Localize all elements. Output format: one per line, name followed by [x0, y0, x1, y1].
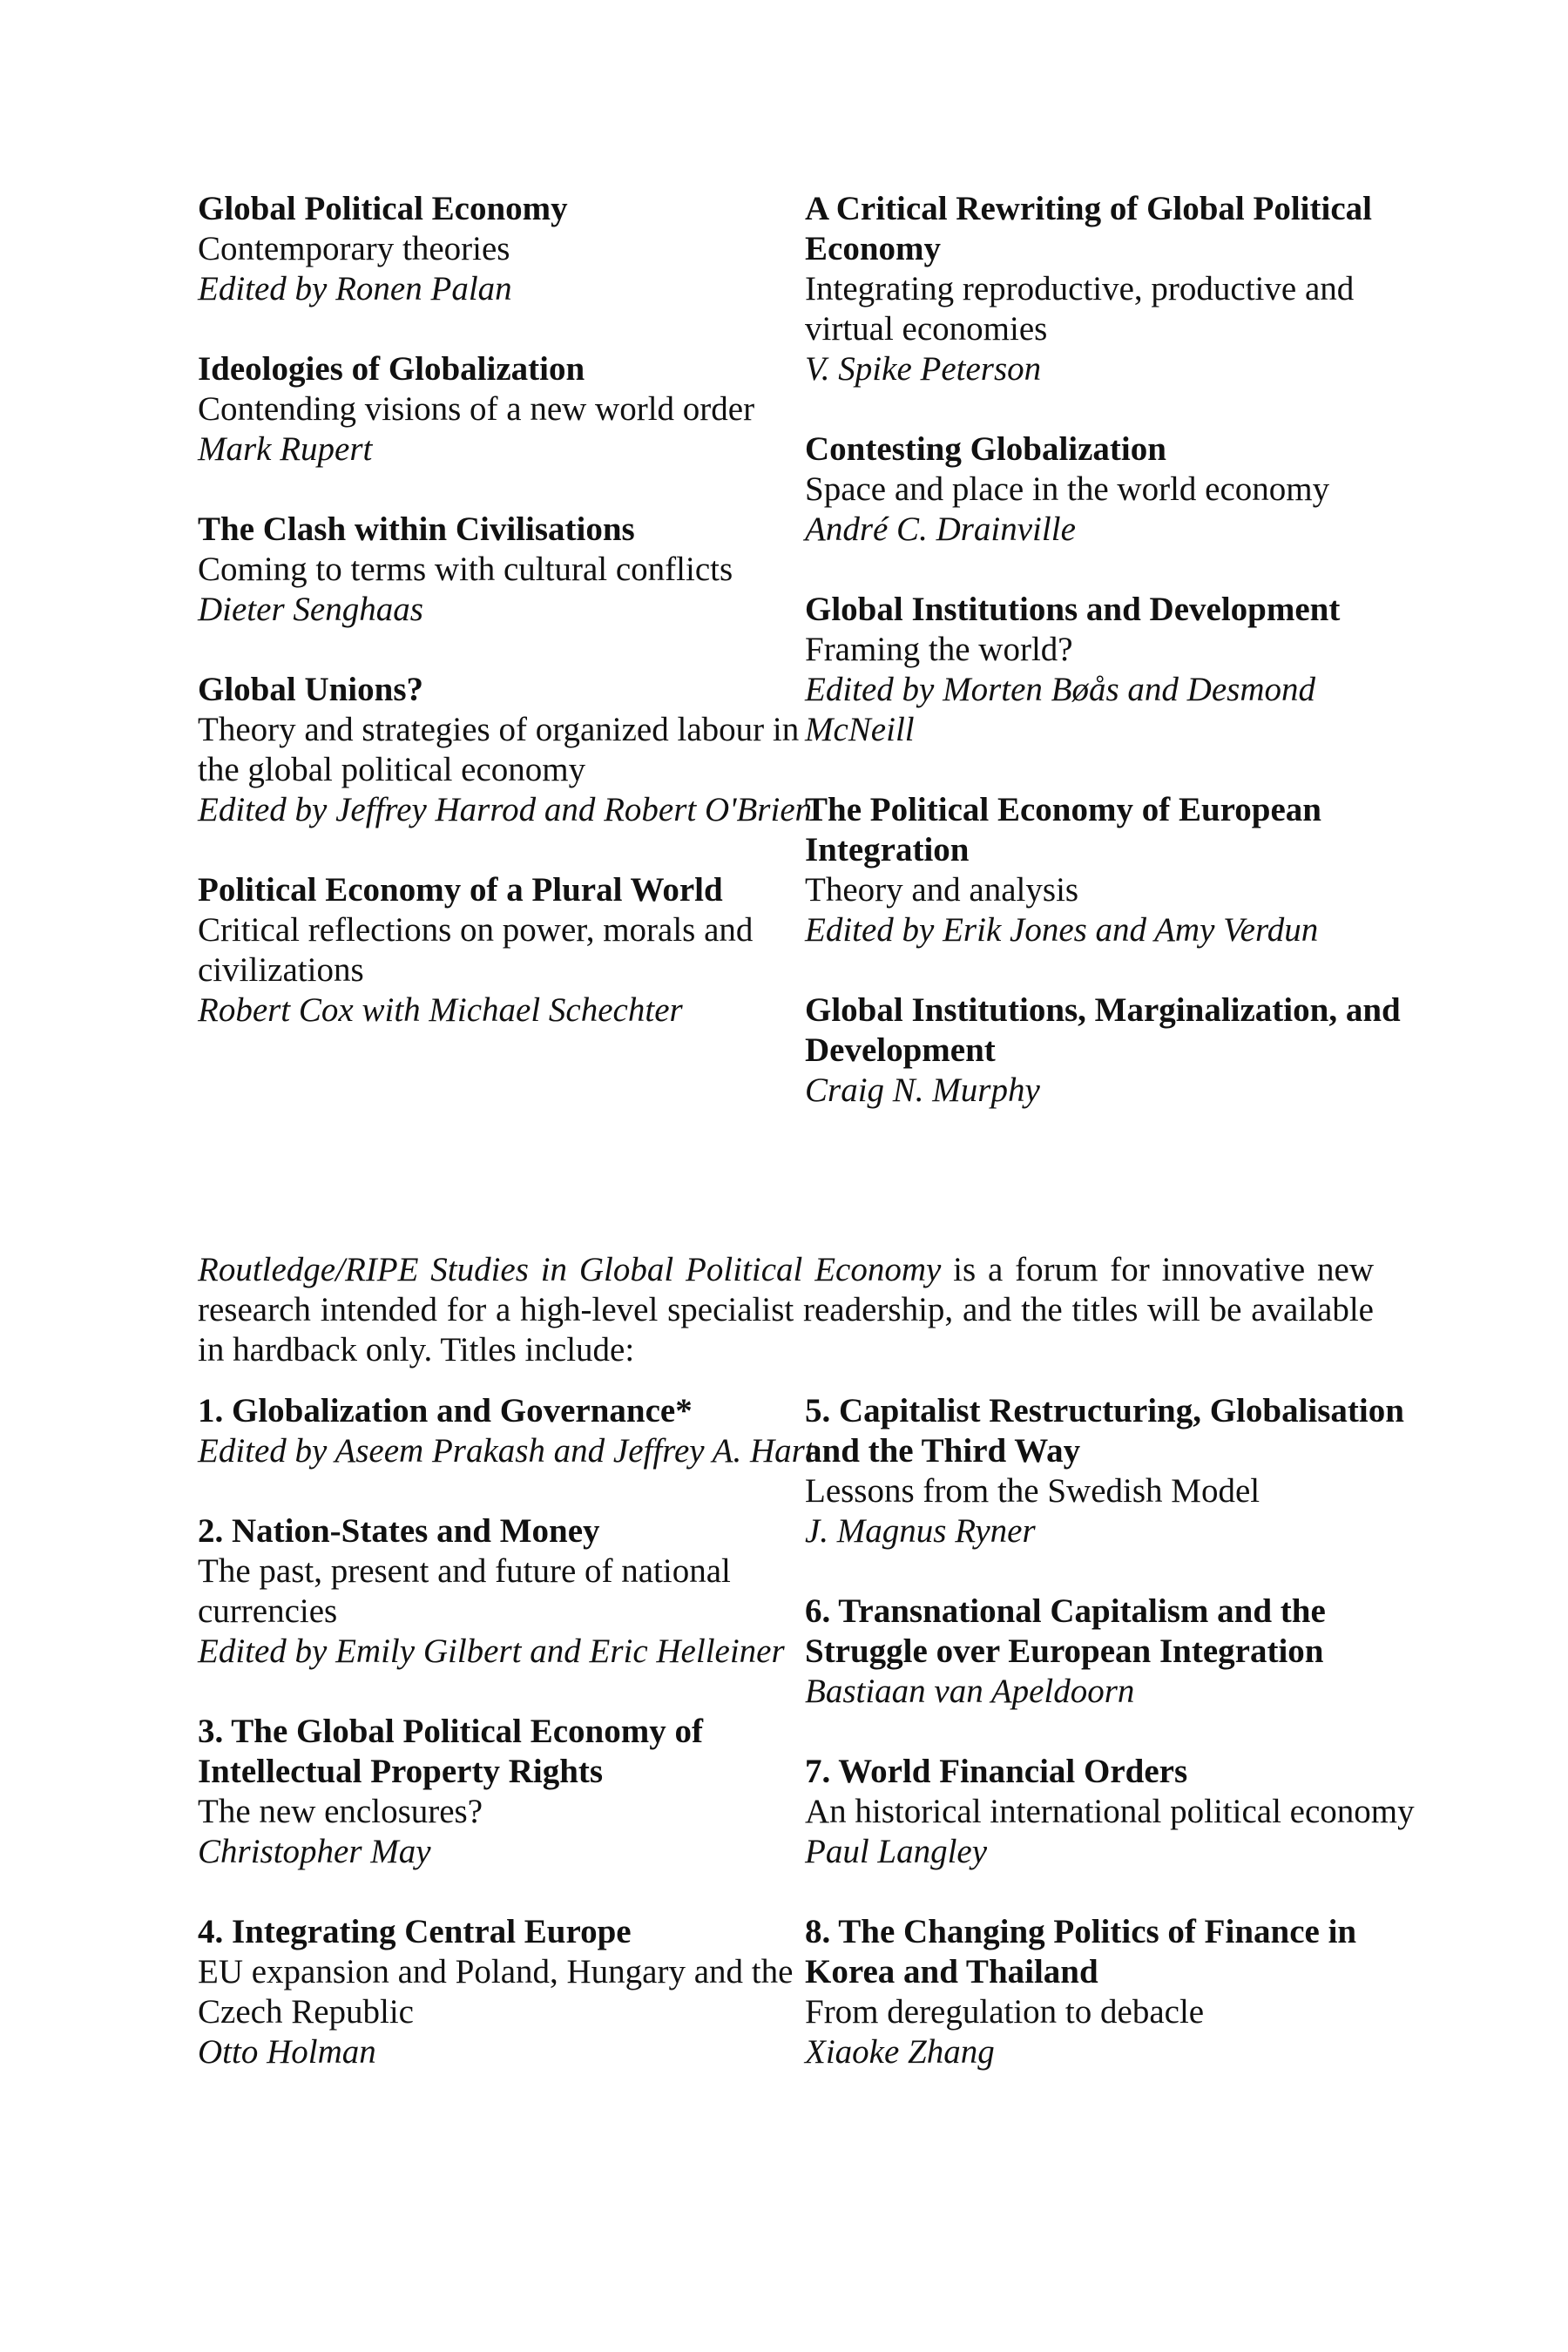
- book-title: 4. Integrating Central Europe: [198, 1913, 632, 1950]
- book-entry: [198, 870, 825, 1031]
- book-title: Global Institutions and Development: [805, 591, 1341, 628]
- book-entry: [198, 1712, 825, 1872]
- book-title: 5. Capitalist Restructuring, Globalisation and the Third Way: [805, 1392, 1404, 1470]
- book-author: Xiaoke Zhang: [805, 2033, 995, 2071]
- book-entry: [805, 590, 1432, 750]
- book-entry: [198, 1912, 825, 2072]
- book-title: 1. Globalization and Governance*: [198, 1392, 693, 1429]
- series-list-right: [805, 189, 1432, 1111]
- book-subtitle: Lessons from the Swedish Model: [805, 1472, 1260, 1510]
- book-entry: [198, 189, 825, 309]
- book-subtitle: From deregulation to debacle: [805, 1993, 1205, 2031]
- book-subtitle: The new enclosures?: [198, 1793, 483, 1830]
- series-name: Routledge/RIPE Studies in Global Political Economy: [198, 1251, 942, 1288]
- book-author: Edited by Erik Jones and Amy Verdun: [805, 911, 1319, 949]
- book-entry: [198, 1391, 825, 1471]
- book-author: Craig N. Murphy: [805, 1071, 1040, 1109]
- book-subtitle: Critical reflections on power, morals and civilizations: [198, 911, 754, 989]
- series-intro-paragraph: [198, 1250, 1374, 1370]
- book-entry: [805, 1752, 1432, 1872]
- book-title: Ideologies of Globalization: [198, 350, 585, 388]
- book-subtitle: Space and place in the world economy: [805, 470, 1330, 508]
- book-author: Edited by Jeffrey Harrod and Robert O'Brien: [198, 791, 813, 828]
- series-list-left: [198, 189, 825, 1031]
- book-title: Global Institutions, Marginalization, and Development: [805, 991, 1401, 1069]
- book-subtitle: Framing the world?: [805, 631, 1073, 668]
- book-title: Contesting Globalization: [805, 430, 1166, 468]
- book-author: André C. Drainville: [805, 510, 1076, 548]
- book-author: Edited by Morten Bøås and Desmond McNeill: [805, 671, 1315, 748]
- book-author: Otto Holman: [198, 2033, 376, 2071]
- book-entry: [805, 1912, 1432, 2072]
- book-subtitle: Contending visions of a new world order: [198, 390, 755, 428]
- book-author: Edited by Aseem Prakash and Jeffrey A. Hart: [198, 1432, 814, 1470]
- hardback-list-left: [198, 1391, 825, 2072]
- book-author: J. Magnus Ryner: [805, 1512, 1036, 1550]
- series-description: is a forum for innovative new research intended for a high-level specialist readership, and the titles will be available in hardback only. Titles include:: [198, 1251, 1374, 1369]
- book-subtitle: An historical international political economy: [805, 1793, 1415, 1830]
- book-author: Robert Cox with Michael Schechter: [198, 991, 683, 1029]
- book-author: Mark Rupert: [198, 430, 373, 468]
- book-subtitle: EU expansion and Poland, Hungary and the Czech Republic: [198, 1953, 794, 2031]
- book-author: Christopher May: [198, 1833, 431, 1870]
- book-entry: [805, 429, 1432, 550]
- book-entry: [198, 670, 825, 830]
- book-author: Bastiaan van Apeldoorn: [805, 1673, 1135, 1710]
- book-title: 3. The Global Political Economy of Intellectual Property Rights: [198, 1713, 703, 1790]
- book-title: 2. Nation-States and Money: [198, 1512, 600, 1550]
- hardback-list-right: [805, 1391, 1432, 2072]
- book-entry: [198, 1511, 825, 1672]
- book-entry: [805, 189, 1432, 389]
- book-title: 6. Transnational Capitalism and the Struggle over European Integration: [805, 1592, 1326, 1670]
- book-title: Global Political Economy: [198, 190, 568, 227]
- book-entry: [805, 1592, 1432, 1712]
- book-entry: [198, 510, 825, 630]
- book-subtitle: Theory and strategies of organized labour in the global political economy: [198, 711, 800, 788]
- book-subtitle: Integrating reproductive, productive and virtual economies: [805, 270, 1355, 348]
- book-title: A Critical Rewriting of Global Political Economy: [805, 190, 1372, 267]
- book-author: Edited by Emily Gilbert and Eric Helleiner: [198, 1632, 785, 1670]
- book-subtitle: Theory and analysis: [805, 871, 1079, 909]
- book-subtitle: Contemporary theories: [198, 230, 510, 267]
- book-entry: [805, 790, 1432, 950]
- book-title: The Clash within Civilisations: [198, 510, 635, 548]
- book-title: Global Unions?: [198, 671, 424, 708]
- book-title: The Political Economy of European Integration: [805, 791, 1321, 868]
- book-entry: [805, 1391, 1432, 1551]
- book-subtitle: The past, present and future of national currencies: [198, 1552, 731, 1630]
- book-subtitle: Coming to terms with cultural conflicts: [198, 551, 733, 588]
- book-entry: [805, 990, 1432, 1111]
- book-title: 8. The Changing Politics of Finance in Korea and Thailand: [805, 1913, 1357, 1990]
- book-author: Paul Langley: [805, 1833, 988, 1870]
- book-entry: [198, 349, 825, 470]
- book-title: Political Economy of a Plural World: [198, 871, 723, 909]
- book-author: Dieter Senghaas: [198, 591, 423, 628]
- book-author: Edited by Ronen Palan: [198, 270, 512, 308]
- book-title: 7. World Financial Orders: [805, 1753, 1188, 1790]
- book-author: V. Spike Peterson: [805, 350, 1042, 388]
